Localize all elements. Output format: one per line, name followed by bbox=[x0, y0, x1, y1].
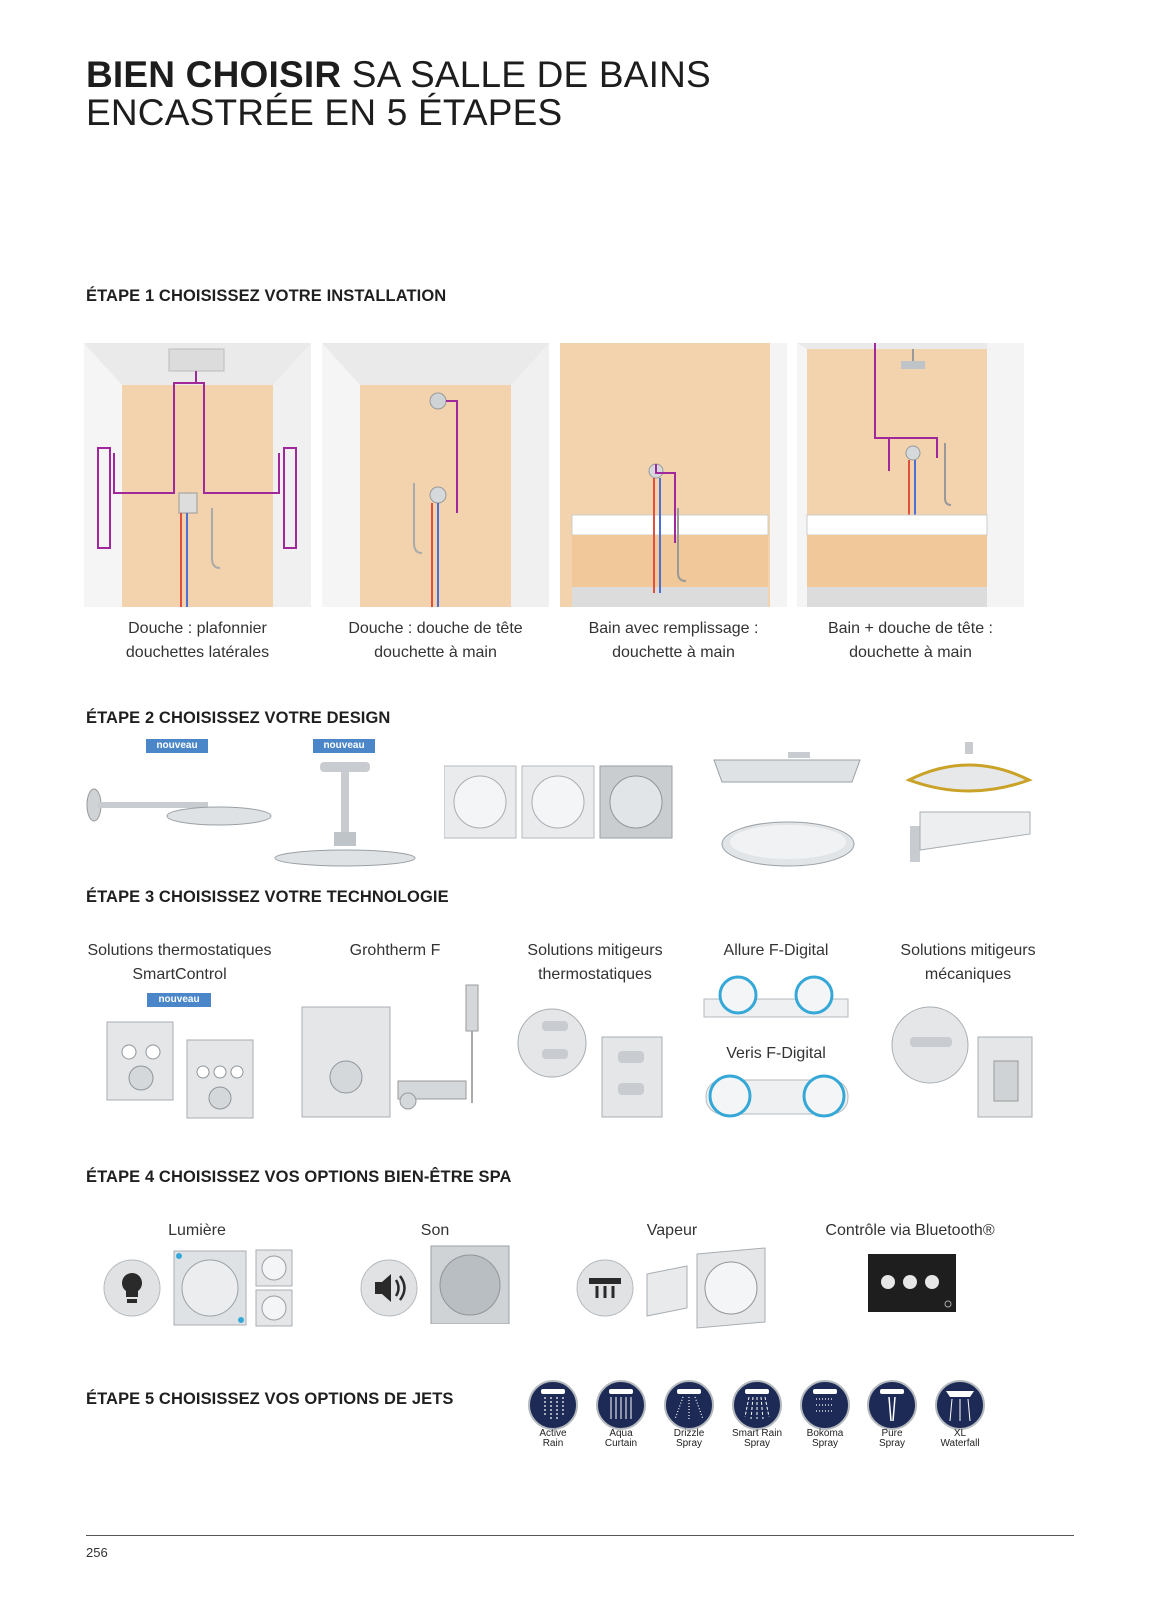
spa-caption-sound: Son bbox=[420, 1222, 450, 1239]
step3-heading: ÉTAPE 3 CHOISISSEZ VOTRE TECHNOLOGIE bbox=[86, 888, 449, 906]
caption-line: thermostatiques bbox=[538, 966, 652, 983]
jet-label-line: Bokoma bbox=[806, 1428, 844, 1439]
caption-line: Grohtherm F bbox=[349, 942, 441, 959]
new-badge: nouveau bbox=[147, 993, 211, 1007]
tech-caption-allure bbox=[690, 939, 862, 963]
caption-line: Bain avec remplissage : bbox=[588, 620, 759, 637]
page-number: 256 bbox=[86, 1545, 108, 1560]
jet-label bbox=[725, 1429, 789, 1449]
allure-f-digital-image bbox=[702, 975, 850, 1021]
install-image-3 bbox=[560, 343, 787, 607]
caption-line: Solutions mitigeurs bbox=[527, 942, 663, 959]
jet-icon-bokoma-spray bbox=[799, 1379, 851, 1431]
install-caption-1 bbox=[84, 617, 311, 665]
title-bold: BIEN CHOISIR bbox=[86, 54, 342, 95]
jet-label-line: Curtain bbox=[604, 1438, 638, 1449]
square-shower-heads-image bbox=[444, 765, 676, 840]
tech-caption-thermostatic bbox=[500, 939, 690, 987]
jet-icon-drizzle-spray bbox=[663, 1379, 715, 1431]
jet-label-line: Smart Rain bbox=[731, 1428, 782, 1439]
spa-caption-bluetooth: Contrôle via Bluetooth® bbox=[825, 1222, 995, 1239]
title-rest: SA SALLE DE BAINS bbox=[341, 54, 711, 95]
spa-caption-steam: Vapeur bbox=[646, 1222, 698, 1239]
jet-label bbox=[928, 1429, 992, 1449]
install-image-4 bbox=[797, 343, 1024, 607]
page-title bbox=[86, 56, 711, 132]
step5-heading: ÉTAPE 5 CHOISISSEZ VOS OPTIONS DE JETS bbox=[86, 1390, 454, 1408]
mechanical-mixers-image bbox=[890, 1003, 1040, 1118]
caption-line: Solutions mitigeurs bbox=[900, 942, 1036, 959]
jet-label-line: Spray bbox=[878, 1438, 906, 1449]
steam-option-image bbox=[575, 1246, 770, 1330]
rain-shower-heads-image bbox=[712, 750, 862, 870]
install-caption-3 bbox=[560, 617, 787, 665]
caption-line: Solutions thermostatiques bbox=[87, 942, 272, 959]
jet-label bbox=[793, 1429, 857, 1449]
new-badge: nouveau bbox=[313, 739, 375, 753]
caption-line: SmartControl bbox=[132, 966, 227, 983]
caption-line: Bain + douche de tête : bbox=[827, 620, 993, 637]
caption-line: Allure F-Digital bbox=[723, 942, 829, 959]
title-line2: ENCASTRÉE EN 5 ÉTAPES bbox=[86, 92, 563, 133]
step1-heading: ÉTAPE 1 CHOISISSEZ VOTRE INSTALLATION bbox=[86, 287, 447, 305]
jet-label-line: Pure bbox=[881, 1428, 903, 1439]
jet-label bbox=[860, 1429, 924, 1449]
install-caption-2 bbox=[322, 617, 549, 665]
tech-caption-mechanical bbox=[872, 939, 1064, 987]
caption-line: Douche : plafonnier bbox=[128, 620, 267, 637]
step4-heading: ÉTAPE 4 CHOISISSEZ VOS OPTIONS BIEN-ÊTRE SPA bbox=[86, 1168, 512, 1186]
new-badge: nouveau bbox=[146, 739, 208, 753]
jet-icon-active-rain bbox=[527, 1379, 579, 1431]
tech-caption-grohtherm bbox=[300, 939, 490, 963]
gold-and-waterfall-heads-image bbox=[904, 740, 1034, 870]
jet-icon-aqua-curtain bbox=[595, 1379, 647, 1431]
jet-icon-smart-rain-spray bbox=[731, 1379, 783, 1431]
jet-label-line: Waterfall bbox=[940, 1438, 980, 1449]
step2-heading: ÉTAPE 2 CHOISISSEZ VOTRE DESIGN bbox=[86, 709, 391, 727]
caption-line: douchette à main bbox=[612, 644, 735, 661]
tech-caption-veris: Veris F-Digital bbox=[726, 1045, 826, 1062]
jet-label bbox=[521, 1429, 585, 1449]
jet-label-line: Spray bbox=[675, 1438, 703, 1449]
install-image-2 bbox=[322, 343, 549, 607]
ceiling-shower-head-image bbox=[270, 760, 420, 870]
caption-line: douchettes latérales bbox=[125, 644, 270, 661]
jet-label-line: Aqua bbox=[609, 1428, 633, 1439]
jet-label-line: Spray bbox=[811, 1438, 839, 1449]
install-image-1 bbox=[84, 343, 311, 607]
bluetooth-control-panel bbox=[868, 1254, 956, 1312]
jet-icon-xl-waterfall bbox=[934, 1379, 986, 1431]
footer-divider bbox=[86, 1535, 1074, 1536]
jet-label bbox=[589, 1429, 653, 1449]
caption-line: Douche : douche de tête bbox=[348, 620, 523, 637]
grohtherm-f-image bbox=[300, 983, 490, 1118]
jet-label-line: Drizzle bbox=[673, 1428, 705, 1439]
jet-icon-pure-spray bbox=[866, 1379, 918, 1431]
jet-label bbox=[657, 1429, 721, 1449]
jet-label-line: Active bbox=[539, 1428, 567, 1439]
caption-line: mécaniques bbox=[924, 966, 1012, 983]
jet-label-line: XL bbox=[953, 1428, 967, 1439]
smartcontrol-valves-image bbox=[105, 1018, 255, 1120]
caption-line: douchette à main bbox=[374, 644, 497, 661]
thermostatic-mixers-image bbox=[516, 1003, 666, 1118]
veris-f-digital-image bbox=[702, 1072, 852, 1120]
jet-label-line: Spray bbox=[743, 1438, 771, 1449]
sound-option-image bbox=[359, 1244, 514, 1324]
jet-label-line: Rain bbox=[542, 1438, 564, 1449]
wall-arm-shower-head-image bbox=[84, 780, 274, 830]
install-caption-4 bbox=[797, 617, 1024, 665]
caption-line: douchette à main bbox=[849, 644, 972, 661]
spa-caption-light: Lumière bbox=[168, 1222, 226, 1239]
tech-caption-smartcontrol bbox=[72, 939, 287, 987]
light-option-image bbox=[102, 1248, 297, 1328]
